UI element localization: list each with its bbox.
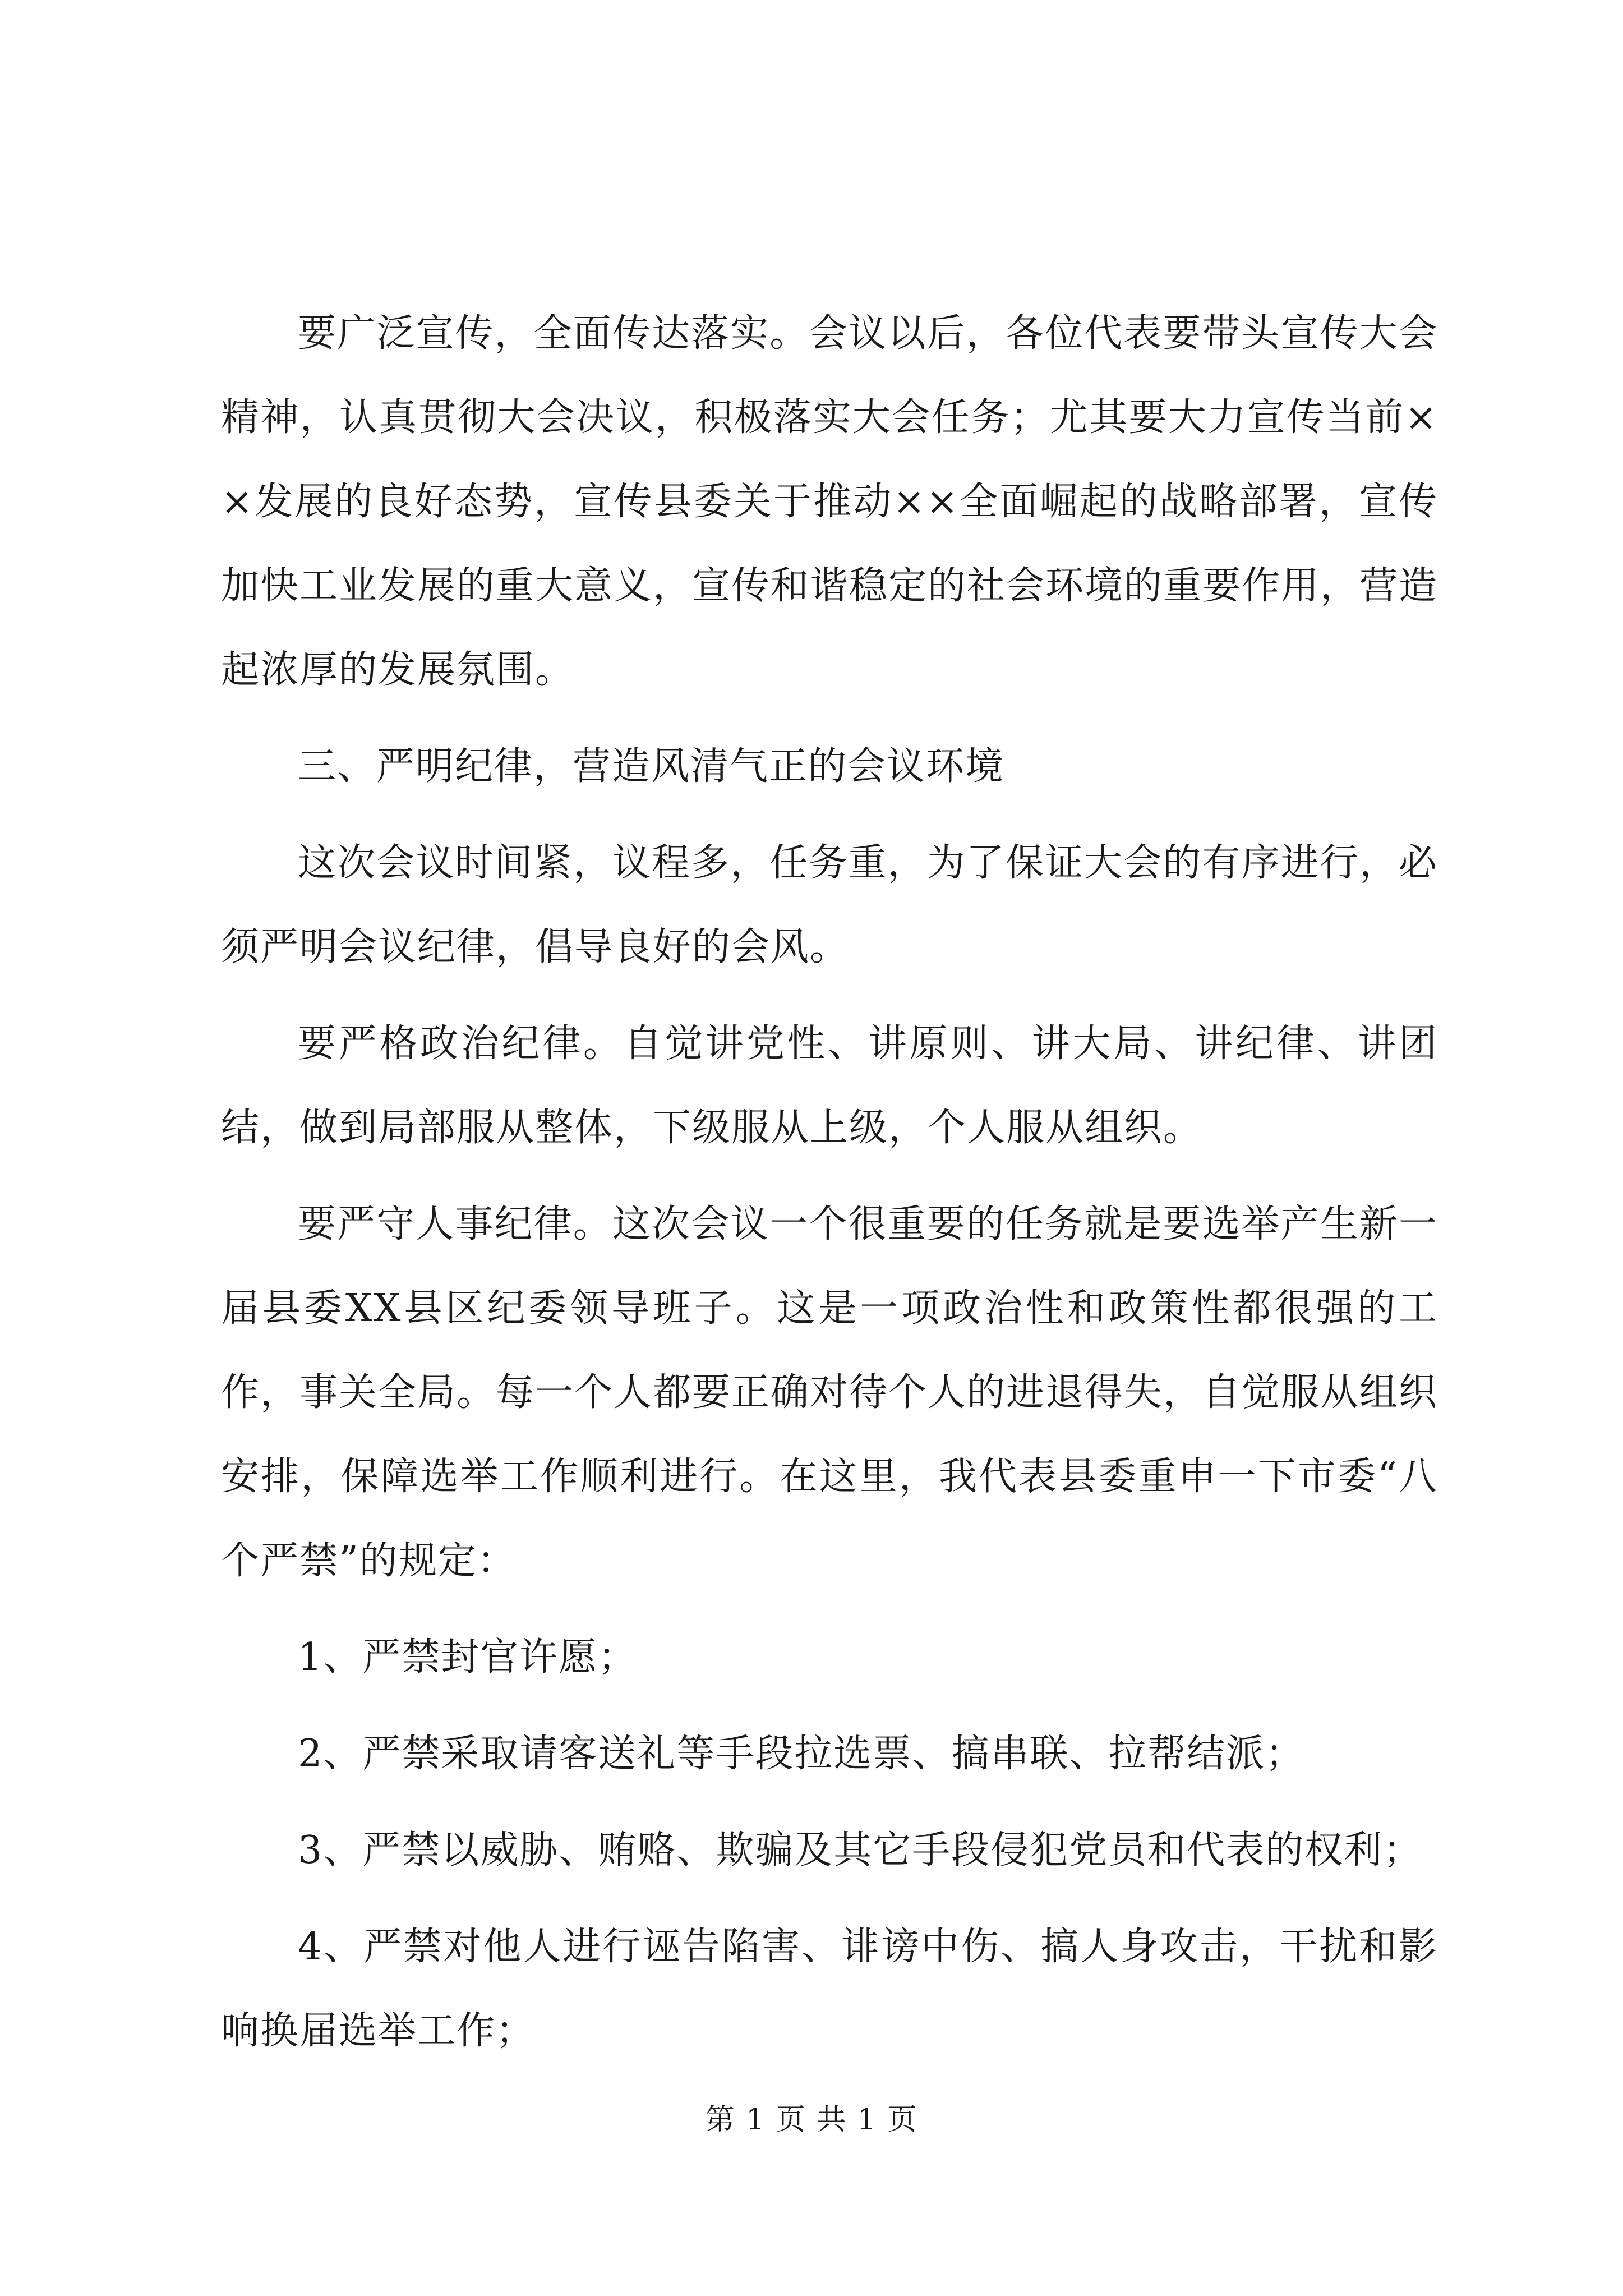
list-item-rule-3: 3、严禁以威胁、贿赂、欺骗及其它手段侵犯党员和代表的权利； xyxy=(298,1828,1423,1872)
list-item-rule-2: 2、严禁采取请客送礼等手段拉选票、搞串联、拉帮结派； xyxy=(298,1732,1305,1776)
list-item-rule-4: 4、严禁对他人进行诬告陷害、诽谤中伤、搞人身攻击，干扰和影响换届选举工作； xyxy=(221,1925,1438,2053)
paragraph-publicity: 要广泛宣传，全面传达落实。会议以后，各位代表要带头宣传大会精神，认真贯彻大会决议，积极落实大会任务；尤其要大力宣传当前××发展的良好态势，宣传县委关于推动××全面崛起的战略部署，宣传加快工业发展的重大意义，宣传和谐稳定的社会环境的重要作用，营造起浓厚的发展氛围。 xyxy=(221,311,1438,692)
paragraph-personnel-discipline: 要严守人事纪律。这次会议一个很重要的任务就是要选举产生新一届县委XX县区纪委领导班子。这是一项政治性和政策性都很强的工作，事关全局。每一个人都要正确对待个人的进退得失，自觉服从组织安排，保障选举工作顺利进行。在这里，我代表县委重申一下市委“八个严禁”的规定： xyxy=(221,1202,1438,1583)
section-heading-discipline: 三、严明纪律，营造风清气正的会议环境 xyxy=(298,744,1005,789)
paragraph-meeting-schedule: 这次会议时间紧，议程多，任务重，为了保证大会的有序进行，必须严明会议纪律，倡导良好的会风。 xyxy=(221,841,1438,969)
page-footer: 第 1 页 共 1 页 xyxy=(705,2103,918,2137)
paragraph-political-discipline: 要严格政治纪律。自觉讲党性、讲原则、讲大局、讲纪律、讲团结，做到局部服从整体，下级服从上级，个人服从组织。 xyxy=(221,1022,1438,1150)
document-body xyxy=(221,292,1438,2086)
list-item-rule-1: 1、严禁封官许愿； xyxy=(298,1635,638,1680)
